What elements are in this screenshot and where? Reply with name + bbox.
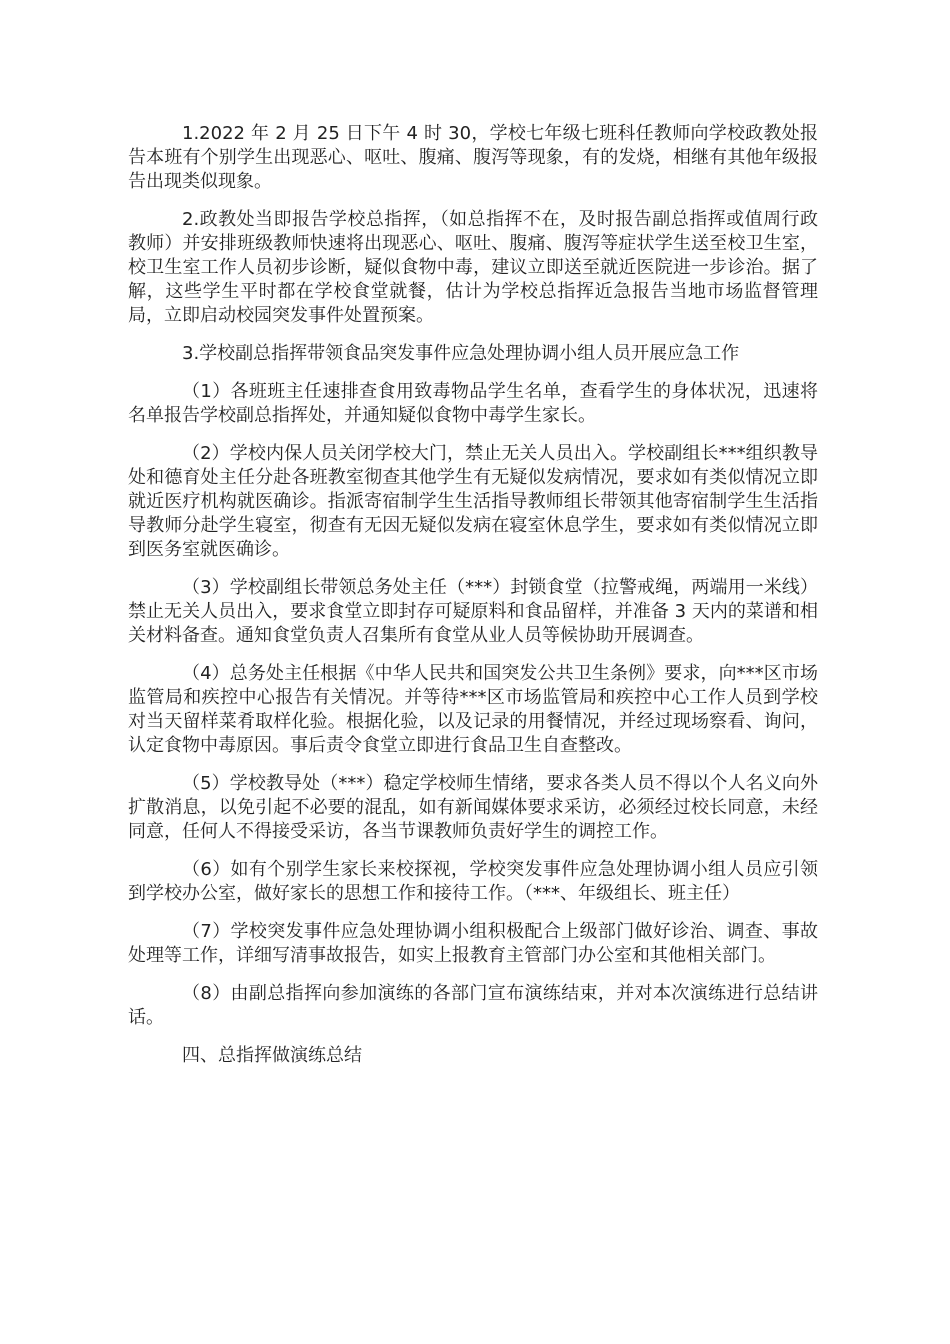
paragraph-3: 3.学校副总指挥带领食品突发事件应急处理协调小组人员开展应急工作 bbox=[182, 343, 740, 364]
document-body bbox=[128, 122, 818, 1082]
paragraph-8: （5）学校教导处（***）稳定学校师生情绪，要求各类人员不得以个人名义向外扩散消息，以免引起不必要的混乱，如有新闻媒体要求采访，必须经过校长同意，未经同意，任何人不得接受采访，各当节课教师负责好学生的调控工作。 bbox=[128, 773, 818, 842]
section-heading: 四、总指挥做演练总结 bbox=[182, 1045, 362, 1066]
paragraph-9: （6）如有个别学生家长来校探视，学校突发事件应急处理协调小组人员应引领到学校办公室，做好家长的思想工作和接待工作。（***、年级组长、班主任） bbox=[128, 859, 818, 904]
paragraph-4: （1）各班班主任速排查食用致毒物品学生名单，查看学生的身体状况，迅速将名单报告学校副总指挥处，并通知疑似食物中毒学生家长。 bbox=[128, 381, 818, 426]
paragraph-5: （2）学校内保人员关闭学校大门，禁止无关人员出入。学校副组长***组织教导处和德育处主任分赴各班教室彻查其他学生有无疑似发病情况，要求如有类似情况立即就近医疗机构就医确诊。指派寄宿制学生生活指导教师组长带领其他寄宿制学生生活指导教师分赴学生寝室，彻查有无因无疑似发病在寝室休息学生，要求如有类似情况立即到医务室就医确诊。 bbox=[128, 443, 818, 560]
paragraph-6: （3）学校副组长带领总务处主任（***）封锁食堂（拉警戒绳，两端用一米线）禁止无关人员出入，要求食堂立即封存可疑原料和食品留样，并准备 3 天内的菜谱和相关材料备查。通知食堂负责人召集所有食堂从业人员等候协助开展调查。 bbox=[128, 577, 818, 646]
paragraph-2: 2.政教处当即报告学校总指挥，（如总指挥不在，及时报告副总指挥或值周行政教师）并安排班级教师快速将出现恶心、呕吐、腹痛、腹泻等症状学生送至校卫生室，校卫生室工作人员初步诊断，疑似食物中毒，建议立即送至就近医院进一步诊治。据了解，这些学生平时都在学校食堂就餐，估计为学校总指挥近急报告当地市场监督管理局，立即启动校园突发事件处置预案。 bbox=[128, 209, 818, 326]
paragraph-10: （7）学校突发事件应急处理协调小组积极配合上级部门做好诊治、调查、事故处理等工作，详细写清事故报告，如实上报教育主管部门办公室和其他相关部门。 bbox=[128, 921, 818, 966]
paragraph-1: 1.2022 年 2 月 25 日下午 4 时 30，学校七年级七班科任教师向学校政教处报告本班有个别学生出现恶心、呕吐、腹痛、腹泻等现象，有的发烧，相继有其他年级报告出现类似现象。 bbox=[128, 123, 818, 192]
paragraph-11: （8）由副总指挥向参加演练的各部门宣布演练结束，并对本次演练进行总结讲话。 bbox=[128, 983, 818, 1028]
paragraph-7: （4）总务处主任根据《中华人民共和国突发公共卫生条例》要求，向***区市场监管局和疾控中心报告有关情况。并等待***区市场监管局和疾控中心工作人员到学校对当天留样菜肴取样化验。根据化验，以及记录的用餐情况，并经过现场察看、询问，认定食物中毒原因。事后责令食堂立即进行食品卫生自查整改。 bbox=[128, 663, 818, 756]
